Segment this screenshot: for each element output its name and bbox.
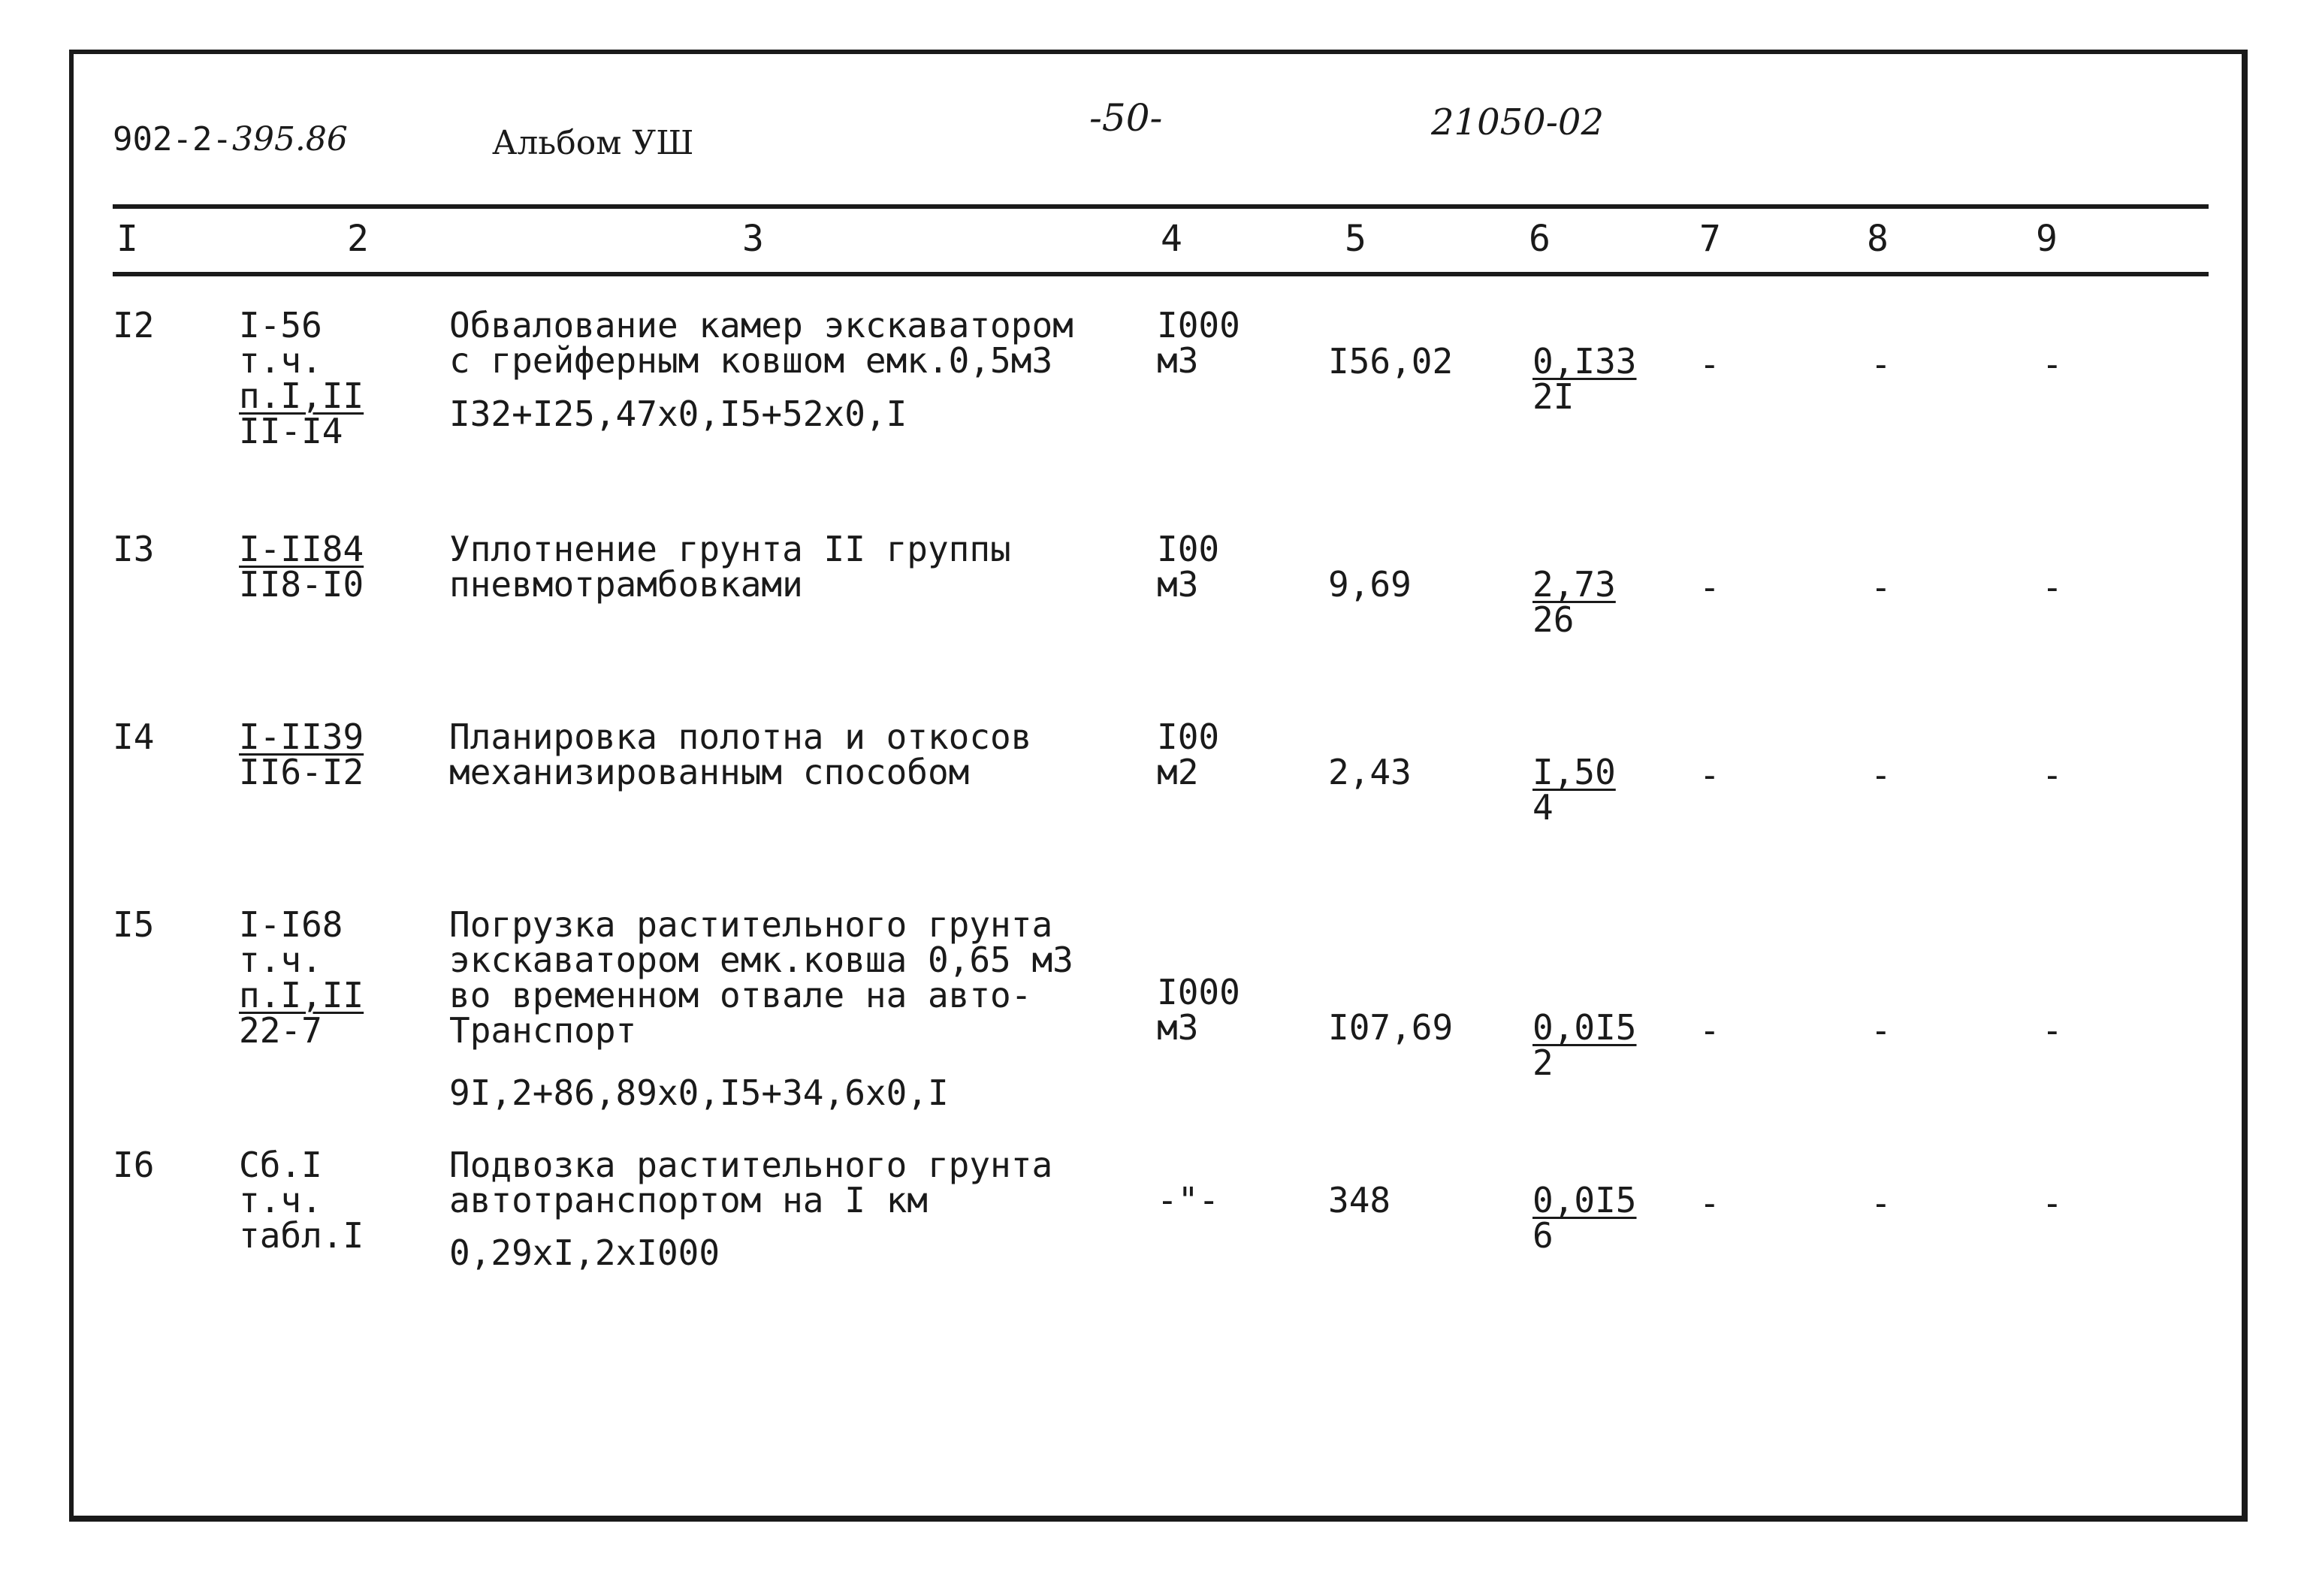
work-description: Планировка полотна и откосов механизированным способом	[449, 717, 1032, 792]
col7-value: -	[1699, 344, 1720, 385]
col-1-number: I	[116, 218, 138, 260]
rate: 0,I33 2I	[1532, 341, 1637, 417]
unit: I00 м2	[1157, 717, 1220, 792]
work-description: Погрузка растительного грунта экскаватором емк.ковша 0,65 м3 во временном отвале на авто- Транспорт	[449, 904, 1073, 1051]
col8-value: -	[1871, 1010, 1892, 1051]
work-description: Подвозка растительного грунта автотранспортом на I км	[449, 1145, 1053, 1220]
quantity: 9,69	[1328, 564, 1412, 605]
norm-code: I-I68 т.ч. п.I,II 22-7	[239, 904, 364, 1051]
unit: I00 м3	[1157, 529, 1220, 605]
col-7-number: 7	[1699, 218, 1721, 260]
doc-code-handwritten: 395.86	[231, 120, 348, 158]
col-8-number: 8	[1867, 218, 1889, 260]
quantity: 2,43	[1328, 752, 1412, 792]
header-rule-bottom	[113, 272, 2209, 276]
col7-value: -	[1699, 1183, 1720, 1223]
norm-code: I-56 т.ч. п.I,II II-I4	[239, 305, 364, 451]
col-4-number: 4	[1161, 218, 1182, 260]
doc-code	[113, 120, 348, 158]
col9-value: -	[2042, 567, 2063, 608]
row-number: I5	[113, 904, 155, 945]
col7-value: -	[1699, 755, 1720, 795]
row-number: I3	[113, 529, 155, 569]
norm-code: I-II39 II6-I2	[239, 717, 364, 792]
calc-formula: I32+I25,47x0,I5+52x0,I	[449, 394, 907, 434]
quantity: 348	[1328, 1180, 1391, 1220]
quantity: I07,69	[1328, 1007, 1454, 1048]
quantity: I56,02	[1328, 341, 1454, 382]
col9-value: -	[2042, 755, 2063, 795]
col7-value: -	[1699, 567, 1720, 608]
col7-value: -	[1699, 1010, 1720, 1051]
col-5-number: 5	[1345, 218, 1366, 260]
row-number: I2	[113, 305, 155, 345]
col9-value: -	[2042, 1010, 2063, 1051]
row-number: I6	[113, 1145, 155, 1185]
col8-value: -	[1871, 1183, 1892, 1223]
header-rule-top	[113, 204, 2209, 209]
page-number: -50-	[1089, 96, 1163, 140]
col-2-number: 2	[347, 218, 369, 260]
rate: 0,0I5 6	[1532, 1180, 1637, 1256]
norm-code: Сб.I т.ч. табл.I	[239, 1145, 364, 1256]
calc-formula: 0,29xI,2xI000	[449, 1232, 720, 1273]
col-9-number: 9	[2036, 218, 2058, 260]
album-label: Альбом УШ	[492, 124, 694, 162]
rate: I,50 4	[1532, 752, 1616, 828]
calc-formula: 9I,2+86,89x0,I5+34,6x0,I	[449, 1073, 949, 1113]
rate: 0,0I5 2	[1532, 1007, 1637, 1083]
col8-value: -	[1871, 344, 1892, 385]
row-number: I4	[113, 717, 155, 757]
col-6-number: 6	[1529, 218, 1551, 260]
col8-value: -	[1871, 567, 1892, 608]
unit: I000 м3	[1157, 305, 1240, 381]
work-description: Обвалование камер экскаватором с грейферным ковшом емк.0,5м3	[449, 305, 1073, 381]
rate: 2,73 26	[1532, 564, 1616, 640]
col8-value: -	[1871, 755, 1892, 795]
col9-value: -	[2042, 344, 2063, 385]
norm-code: I-II84 II8-I0	[239, 529, 364, 605]
doc-code-prefix: 902-2-	[113, 120, 232, 158]
doc-reference: 21050-02	[1431, 101, 1604, 143]
col9-value: -	[2042, 1183, 2063, 1223]
work-description: Уплотнение грунта II группы пневмотрамбовками	[449, 529, 1011, 605]
unit: I000 м3	[1157, 972, 1240, 1048]
unit: -"-	[1157, 1180, 1220, 1220]
col-3-number: 3	[742, 218, 764, 260]
